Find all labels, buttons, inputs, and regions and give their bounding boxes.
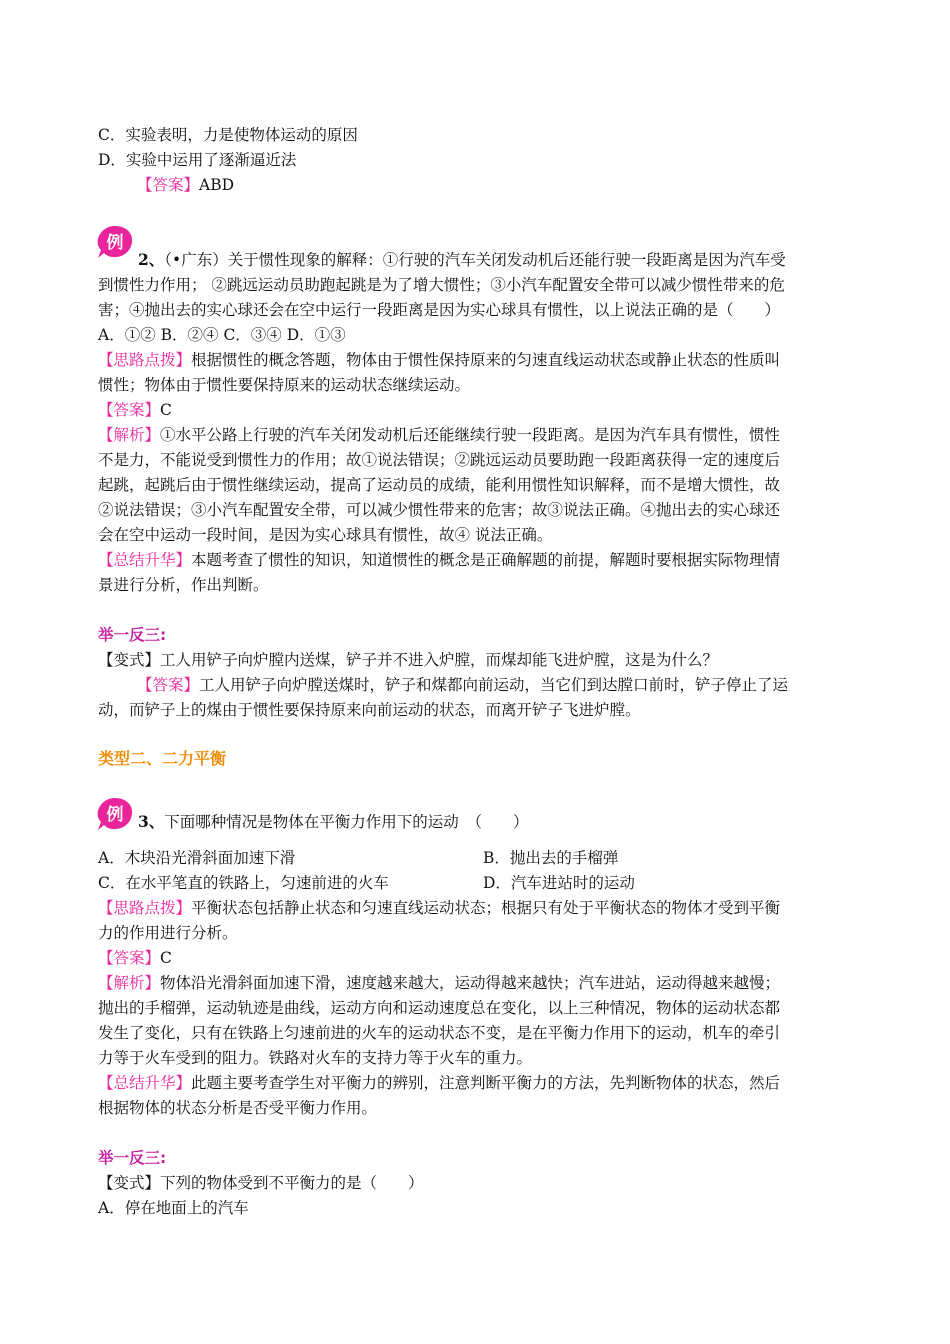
q3-summary-line-2: 根据物体的状态分析是否受平衡力作用。 [98,1099,378,1117]
q3-stem [138,812,529,832]
option-c: C．实验表明，力是使物体运动的原因 [98,126,358,144]
analysis-tag: 【解析】 [98,974,161,992]
answer-value: C [160,401,172,419]
q2-answer [98,400,172,420]
practice-title: 举一反三: [98,1149,167,1167]
q2-hint-line-1 [98,350,780,370]
q2-text: （•广东）关于惯性现象的解释：①行驶的汽车关闭发动机后还能行驶一段距离是因为汽车受 [164,251,786,269]
section-heading: 类型二、二力平衡 [98,749,227,768]
practice1-answer-line-1 [137,675,788,695]
variant-tag: 【变式】 [98,651,161,669]
q2-line-3: 害；④抛出去的实心球还会在空中运行一段距离是因为实心球具有惯性，以上说法正确的是（ ） [98,301,781,319]
q2-number: 2、 [138,250,165,269]
option-d: D．实验中运用了逐渐逼近法 [98,151,297,169]
hint-text: 根据惯性的概念答题，物体由于惯性保持原来的匀速直线运动状态或静止状态的性质叫 [191,351,781,369]
practice1-answer-line-2: 动，而铲子上的煤由于惯性要保持原来向前运动的状态，而离开铲子飞进炉膛。 [98,701,641,719]
practice2-option-a: A．停在地面上的汽车 [98,1199,249,1217]
analysis-tag: 【解析】 [98,426,161,444]
answer-value: C [160,949,172,967]
hint-tag: 【思路点拨】 [98,899,192,917]
answer-tag: 【答案】 [137,676,200,694]
summary-tag: 【总结升华】 [98,1074,192,1092]
q2-summary-line-2: 景进行分析，作出判断。 [98,576,269,594]
answer-line [137,175,234,195]
practice1-variant [98,650,718,670]
q2-hint-line-2: 惯性；物体由于惯性要保持原来的运动状态继续运动。 [98,376,471,394]
q3-option-a: A．木块沿光滑斜面加速下滑 [98,849,296,867]
summary-text: 此题主要考查学生对平衡力的辨别，注意判断平衡力的方法，先判断物体的状态，然后 [191,1074,781,1092]
q3-option-b: B．抛出去的手榴弹 [483,849,619,867]
practice2-variant [98,1173,424,1193]
variant-tag: 【变式】 [98,1174,161,1192]
q3-analysis-line-1 [98,973,780,993]
q2-line-1 [138,250,786,270]
answer-tag: 【答案】 [98,949,161,967]
q3-analysis-line-3: 发生了变化，只有在铁路上匀速前进的火车的运动状态不变，是在平衡力作用下的运动，机车的牵引 [98,1024,781,1042]
example-badge-icon [96,224,134,260]
q3-summary-line-1 [98,1073,780,1093]
badge-glyph: 例 [106,805,124,825]
answer-value: ABD [199,176,235,194]
q2-options: A．①② B．②④ C．③④ D．①③ [98,326,346,344]
q2-analysis-line-5: 会在空中运动一段时间，是因为实心球具有惯性，故④ 说法正确。 [98,526,553,544]
badge-glyph: 例 [106,233,124,253]
hint-text: 平衡状态包括静止状态和匀速直线运动状态；根据只有处于平衡状态的物体才受到平衡 [191,899,781,917]
answer-tag: 【答案】 [98,401,161,419]
q3-number: 3、 [138,812,165,831]
practice-title: 举一反三: [98,626,167,644]
answer-tag: 【答案】 [137,176,200,194]
summary-text: 本题考查了惯性的知识，知道惯性的概念是正确解题的前提，解题时要根据实际物理情 [191,551,781,569]
analysis-text: ①水平公路上行驶的汽车关闭发动机后还能继续行驶一段距离。是因为汽车具有惯性，惯性 [160,426,781,444]
q3-text: 下面哪种情况是物体在平衡力作用下的运动 （ ） [164,813,529,831]
q2-analysis-line-4: ②说法错误；③小汽车配置安全带，可以减少惯性带来的危害；故③说法正确。④抛出去的实心球还 [98,501,781,519]
q3-hint-line-2: 力的作用进行分析。 [98,924,238,942]
hint-tag: 【思路点拨】 [98,351,192,369]
variant-text: 工人用铲子向炉膛内送煤，铲子并不进入炉膛，而煤却能飞进炉膛，这是为什么？ [160,651,719,669]
q3-option-d: D．汽车进站时的运动 [483,874,635,892]
q3-analysis-line-4: 力等于火车受到的阻力。铁路对火车的支持力等于火车的重力。 [98,1049,533,1067]
q2-analysis-line-3: 起跳，起跳后由于惯性继续运动，提高了运动员的成绩，能利用惯性知识解释，而不是增大惯性，故 [98,476,781,494]
analysis-text: 物体沿光滑斜面加速下滑，速度越来越大，运动得越来越快；汽车进站，运动得越来越慢； [160,974,781,992]
q3-option-c: C．在水平笔直的铁路上，匀速前进的火车 [98,874,389,892]
q3-answer [98,948,172,968]
q2-line-2: 到惯性力作用； ②跳远运动员助跑起跳是为了增大惯性；③小汽车配置安全带可以减少惯性带来的危 [98,276,785,294]
answer-text: 工人用铲子向炉膛送煤时，铲子和煤都向前运动，当它们到达膛口前时，铲子停止了运 [199,676,789,694]
q3-hint-line-1 [98,898,780,918]
q2-analysis-line-2: 不是力，不能说受到惯性力的作用；故①说法错误；②跳远运动员要助跑一段距离获得一定的速度后 [98,451,781,469]
q2-summary-line-1 [98,550,780,570]
example-badge-icon [96,796,134,832]
summary-tag: 【总结升华】 [98,551,192,569]
q3-analysis-line-2: 抛出的手榴弹，运动轨迹是曲线，运动方向和运动速度总在变化，以上三种情况，物体的运动状态都 [98,999,781,1017]
variant-text: 下列的物体受到不平衡力的是（ ） [160,1174,424,1192]
q2-analysis-line-1 [98,425,780,445]
